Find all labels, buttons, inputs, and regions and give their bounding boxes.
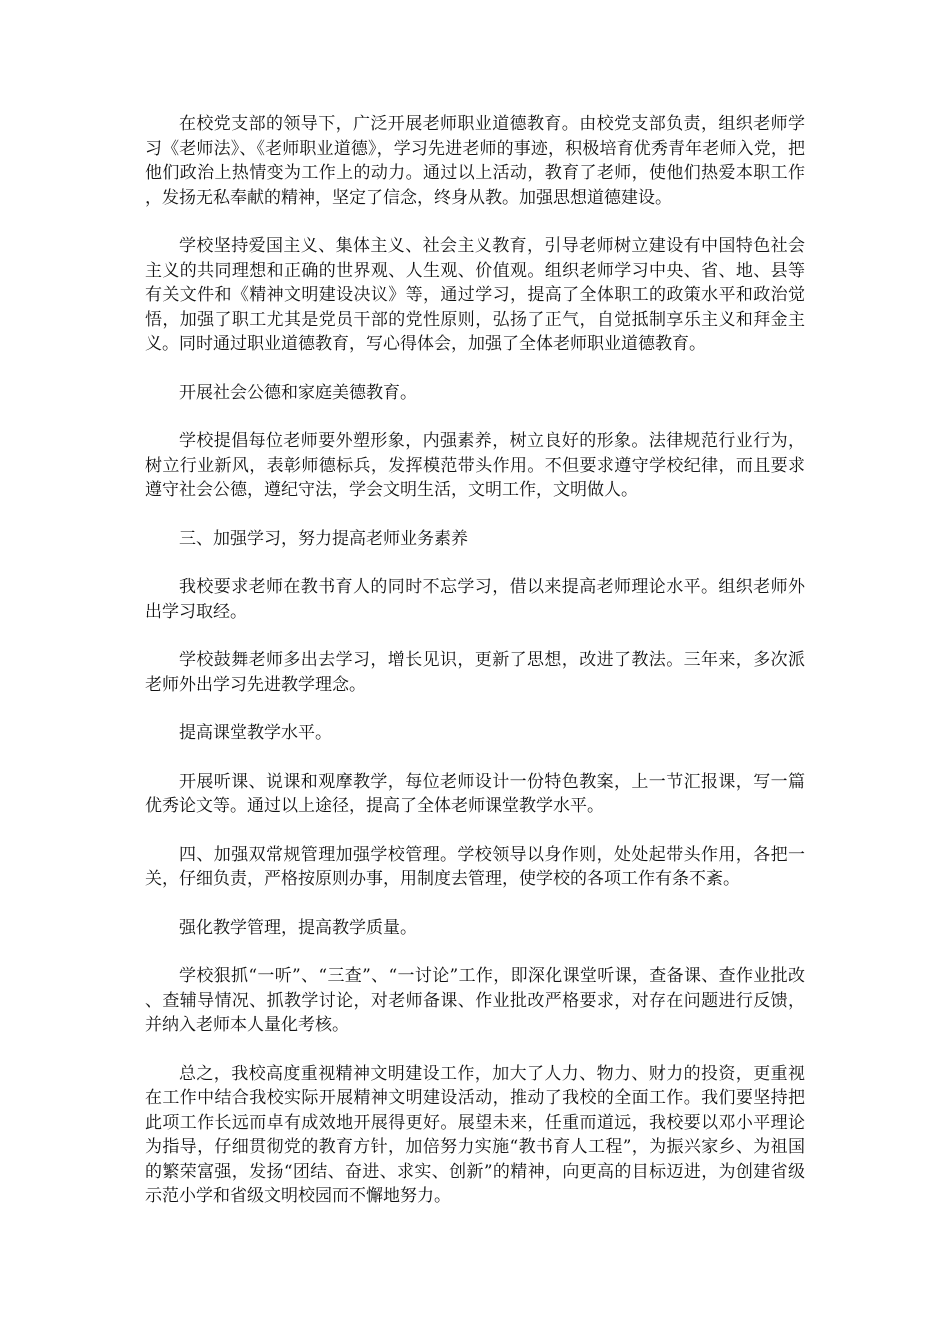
paragraph-lesson-observation: 开展听课、说课和观摩教学，每位老师设计一份特色教案，上一节汇报课，写一篇优秀论文等。通过以上途径，提高了全体老师课堂教学水平。 — [145, 771, 805, 816]
paragraph-classroom-heading: 提高课堂教学水平。 — [179, 723, 332, 743]
paragraph-conclusion: 总之，我校高度重视精神文明建设工作，加大了人力、物力、财力的投资，更重视在工作中结合我校实际开展精神文明建设活动，推动了我校的全面工作。我们要坚持把此项工作长远而卓有成效地开展得更好。展望未来，任重而道远，我校要以邓小平理论为指导，仔细贯彻党的教育方针，加倍努力实施“教书育人工程”，为振兴家乡、为祖国的繁荣富强，发扬“团结、奋进、求实、创新”的精神，向更高的目标迈进，为创建省级示范小学和省级文明校园而不懈地努力。 — [145, 1063, 805, 1206]
paragraph-ethics-education: 在校党支部的领导下，广泛开展老师职业道德教育。由校党支部负责，组织老师学习《老师法》、《老师职业道德》，学习先进老师的事迹，积极培育优秀青年老师入党，把他们政治上热情变为工作上的动力。通过以上活动，教育了老师，使他们热爱本职工作，发扬无私奉献的精神，坚定了信念，终身从教。加强思想道德建设。 — [145, 114, 805, 208]
paragraph-inspection-work: 学校狠抓“一听”、“三查”、“一讨论”工作，即深化课堂听课，查备课、查作业批改、查辅导情况、抓教学讨论，对老师备课、作业批改严格要求，对存在问题进行反馈，并纳入老师本人量化考核。 — [145, 966, 805, 1035]
document-body — [145, 112, 805, 1233]
paragraph-social-morality-heading: 开展社会公德和家庭美德教育。 — [179, 382, 417, 403]
section-heading-four: 四、加强双常规管理加强学校管理。学校领导以身作则，处处起带头作用，各把一关，仔细负责，严格按原则办事，用制度去管理，使学校的各项工作有条不紊。 — [145, 844, 805, 889]
section-heading-three: 三、加强学习，努力提高老师业务素养 — [179, 528, 468, 549]
paragraph-patriotism-education: 学校坚持爱国主义、集体主义、社会主义教育，引导老师树立建设有中国特色社会主义的共同理想和正确的世界观、人生观、价值观。组织老师学习中央、省、地、县等有关文件和《精神文明建设决议》等，通过学习，提高了全体职工的政策水平和政治觉悟，加强了职工尤其是党员干部的党性原则，弘扬了正气，自觉抵制享乐主义和拜金主义。同时通过职业道德教育，写心得体会，加强了全体老师职业道德教育。 — [145, 236, 805, 354]
paragraph-teaching-management-heading: 强化教学管理，提高教学质量。 — [179, 917, 417, 938]
paragraph-teacher-image: 学校提倡每位老师要外塑形象，内强素养，树立良好的形象。法律规范行业行为，树立行业新风，表彰师德标兵，发挥模范带头作用。不但要求遵守学校纪律，而且要求遵守社会公德，遵纪守法，学会文明生活，文明工作，文明做人。 — [145, 431, 805, 500]
paragraph-continuous-learning: 我校要求老师在教书育人的同时不忘学习，借以来提高老师理论水平。组织老师外出学习取经。 — [145, 577, 805, 622]
paragraph-external-study: 学校鼓舞老师多出去学习，增长见识，更新了思想，改进了教法。三年来，多次派老师外出学习先进教学理念。 — [145, 650, 805, 695]
